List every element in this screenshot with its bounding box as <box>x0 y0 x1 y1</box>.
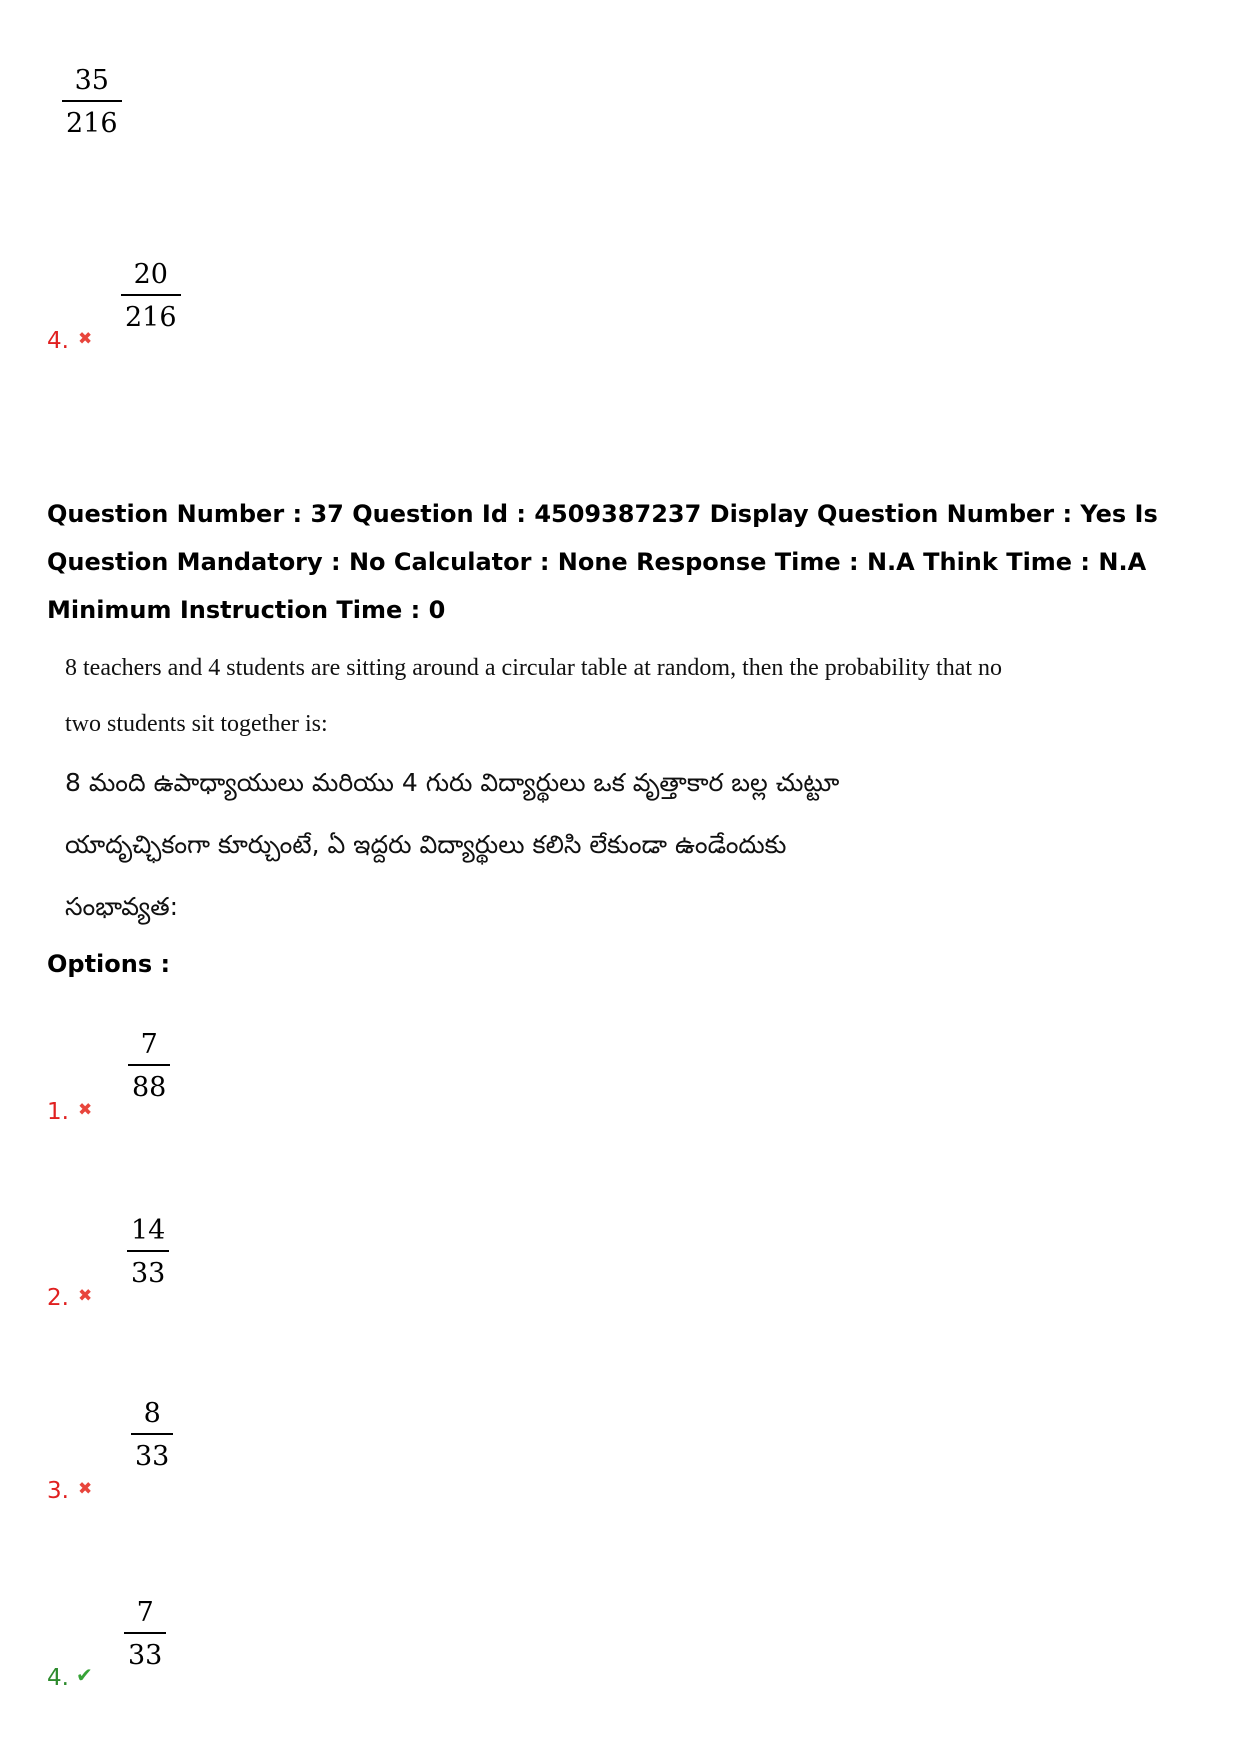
wrong-mark-icon: ✖ <box>78 1479 93 1499</box>
check-mark-icon: ✔ <box>76 1663 93 1687</box>
option-1-number: 1. <box>47 1099 69 1125</box>
option-2-fraction <box>127 1217 169 1287</box>
option-1-fraction <box>128 1031 170 1101</box>
question-text-te-line-1: 8 మంది ఉపాధ్యాయులు మరియు 4 గురు విద్యార్థులు ఒక వృత్తాకార బల్ల చుట్టూ <box>65 768 840 797</box>
option-2-number: 2. <box>47 1285 69 1311</box>
wrong-mark-icon: ✖ <box>78 329 93 349</box>
question-text-en-line-1: 8 teachers and 4 students are sitting around a circular table at random, then the probability that no <box>65 655 1003 681</box>
fraction-numerator: 20 <box>133 259 168 290</box>
fraction-numerator: 7 <box>140 1029 158 1060</box>
fraction-numerator: 35 <box>74 65 109 96</box>
fraction-denominator: 33 <box>135 1441 170 1472</box>
fraction-denominator: 88 <box>132 1072 167 1103</box>
wrong-mark-icon: ✖ <box>78 1100 93 1120</box>
option-3-fraction <box>131 1400 173 1470</box>
fraction-numerator: 7 <box>136 1597 154 1628</box>
fraction-denominator: 216 <box>66 108 118 139</box>
question-text <box>65 640 1003 938</box>
option-4-fraction <box>124 1599 166 1669</box>
question-text-en-line-2: two students sit together is: <box>65 711 328 737</box>
fraction-denominator: 33 <box>131 1258 166 1289</box>
question-text-te-line-3: సంభావ్యత: <box>65 892 179 921</box>
fraction-denominator: 216 <box>125 302 177 333</box>
prev-option-3-fraction <box>62 67 122 137</box>
option-4-number: 4. <box>47 1665 69 1691</box>
options-label: Options : <box>47 950 171 978</box>
prev-option-4-number: 4. <box>47 328 69 354</box>
fraction-numerator: 8 <box>143 1398 161 1429</box>
question-text-te-line-2: యాదృచ్ఛికంగా కూర్చుంటే, ఏ ఇద్దరు విద్యార్థులు కలిసి లేకుండా ఉండేందుకు <box>65 830 787 859</box>
fraction-numerator: 14 <box>131 1215 166 1246</box>
prev-option-4-fraction <box>121 261 181 331</box>
fraction-denominator: 33 <box>128 1640 163 1671</box>
option-3-number: 3. <box>47 1478 69 1504</box>
wrong-mark-icon: ✖ <box>78 1286 93 1306</box>
question-meta: Question Number : 37 Question Id : 4509387237 Display Question Number : Yes Is Question Mandatory : No Calculator : None Response Time : N.A Think Time : N.A Minimum Instruction Time : 0 <box>47 500 1158 624</box>
